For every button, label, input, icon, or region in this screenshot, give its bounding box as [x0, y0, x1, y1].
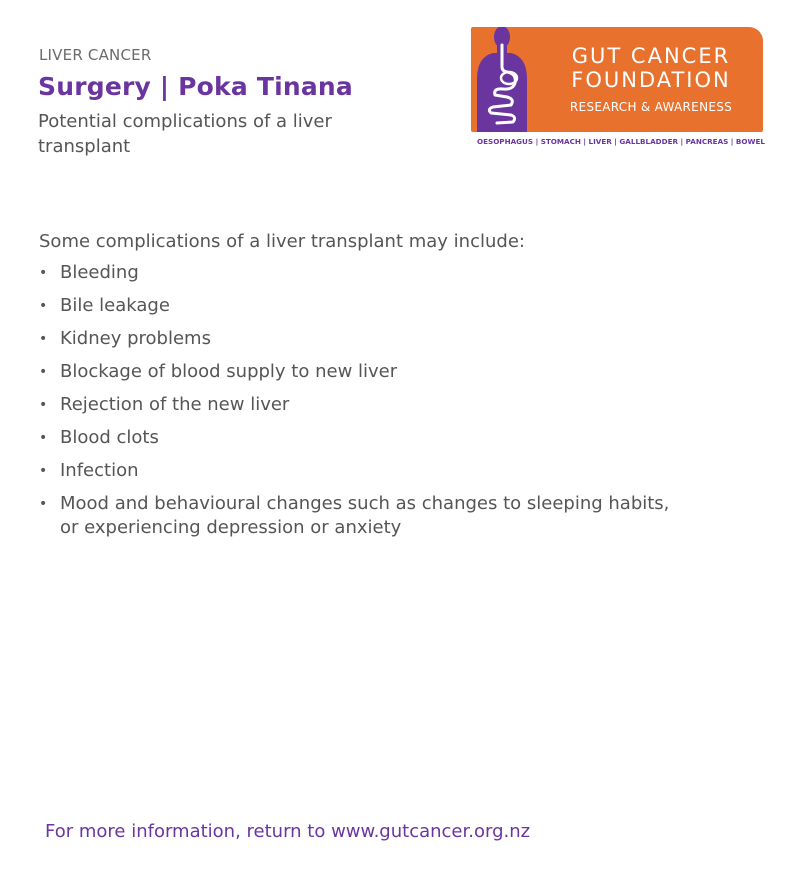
logo-organ-list: OESOPHAGUS | STOMACH | LIVER | GALLBLADDER | PANCREAS | BOWEL	[477, 137, 765, 146]
bullet-icon: •	[39, 298, 48, 314]
list-item-text: Infection	[60, 460, 139, 481]
bullet-icon: •	[39, 496, 48, 512]
list-item	[39, 261, 679, 285]
list-item-text: Bleeding	[60, 262, 139, 283]
bullet-icon: •	[39, 430, 48, 446]
bullet-icon: •	[39, 331, 48, 347]
list-item	[39, 294, 679, 318]
page-subtitle: Potential complications of a liver transplant	[38, 111, 332, 157]
main-content	[39, 229, 679, 549]
page-title: Surgery | Poka Tinana	[38, 72, 354, 101]
list-item	[39, 426, 679, 450]
bullet-icon: •	[39, 397, 48, 413]
category-label: LIVER CANCER	[39, 46, 152, 64]
footer-info-text: For more information, return to www.gutcancer.org.nz	[45, 821, 531, 842]
complications-list	[39, 261, 679, 540]
list-item	[39, 327, 679, 351]
bullet-icon: •	[39, 364, 48, 380]
bullet-icon: •	[39, 265, 48, 281]
list-item-text: Mood and behavioural changes such as changes to sleeping habits, or experiencing depression or anxiety	[60, 493, 670, 538]
list-item	[39, 459, 679, 483]
list-item-text: Rejection of the new liver	[60, 394, 290, 415]
list-item	[39, 360, 679, 384]
list-item-text: Kidney problems	[60, 328, 211, 349]
logo-box	[471, 27, 763, 132]
list-item-text: Bile leakage	[60, 295, 170, 316]
bullet-icon: •	[39, 463, 48, 479]
logo-tagline: RESEARCH & AWARENESS	[569, 100, 733, 114]
list-item-text: Blood clots	[60, 427, 159, 448]
list-item	[39, 393, 679, 417]
intro-text: Some complications of a liver transplant may include:	[39, 231, 525, 252]
list-item	[39, 492, 679, 540]
gut-cancer-foundation-logo	[471, 27, 763, 152]
logo-name-line2: FOUNDATION	[571, 68, 731, 92]
logo-name-line1: GUT CANCER	[571, 44, 731, 68]
body-silhouette-icon	[471, 27, 533, 132]
list-item-text: Blockage of blood supply to new liver	[60, 361, 398, 382]
header	[38, 46, 418, 159]
